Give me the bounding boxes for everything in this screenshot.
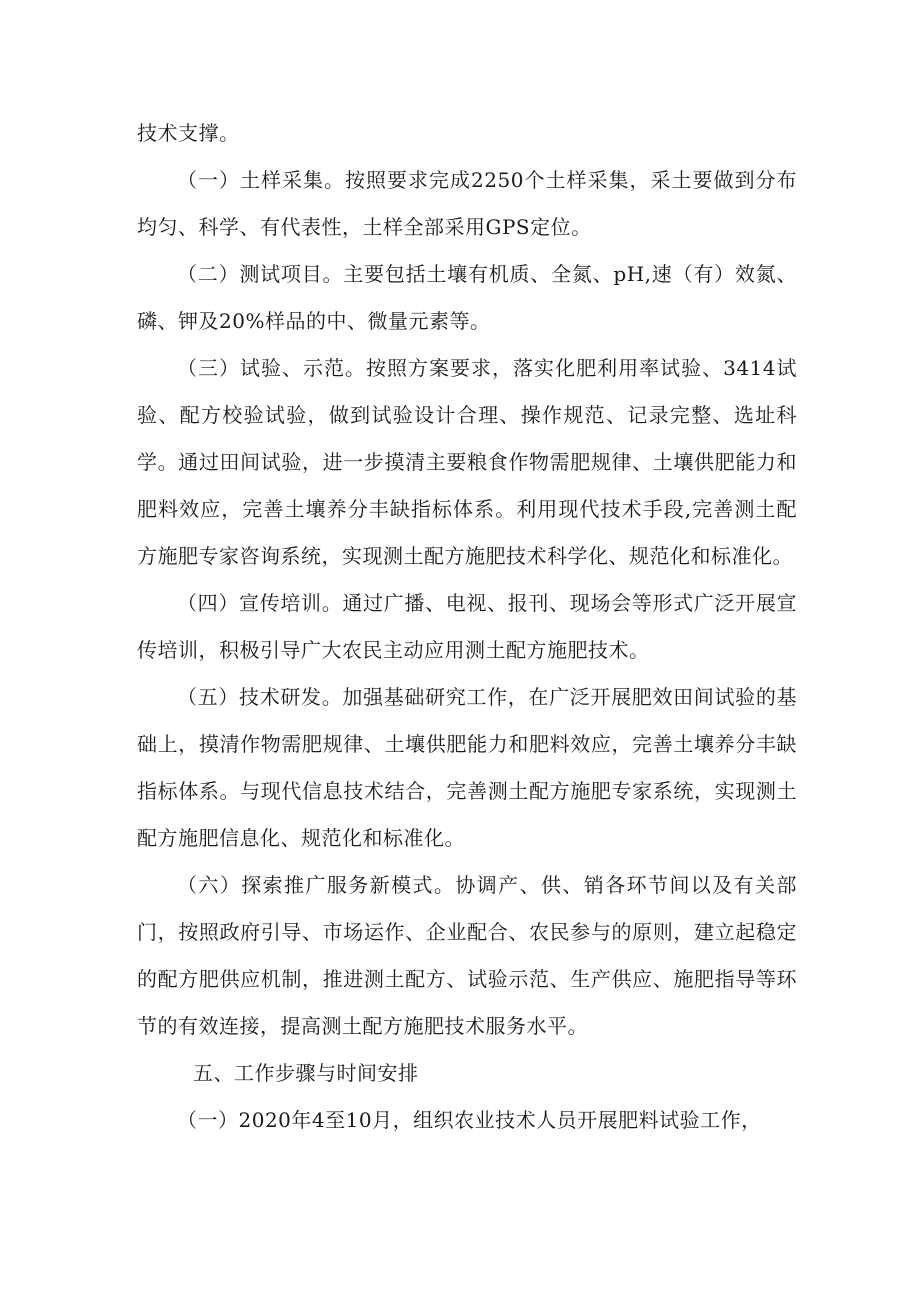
paragraph-tech-research: （五）技术研发。加强基础研究工作，在广泛开展肥效田间试验的基础上，摸清作物需肥规律、土壤供肥能力和肥料效应，完善土壤养分丰缺指标体系。与现代信息技术结合，完善测土配方施肥专家系统，实现测土配方施肥信息化、规范化和标准化。 bbox=[137, 685, 797, 850]
document-body bbox=[137, 110, 797, 1144]
paragraph-continuation: 技术支撑。 bbox=[137, 121, 240, 145]
paragraph-test-items: （二）测试项目。主要包括土壤有机质、全氮、pH,速（有）效氮、磷、钾及20%样品的中、微量元素等。 bbox=[137, 262, 797, 333]
paragraph-publicity-training: （四）宣传培训。通过广播、电视、报刊、现场会等形式广泛开展宣传培训，积极引导广大农民主动应用测土配方施肥技术。 bbox=[137, 591, 797, 662]
paragraph-soil-sampling: （一）土样采集。按照要求完成2250个土样采集，采土要做到分布均匀、科学、有代表性，土样全部采用GPS定位。 bbox=[137, 168, 797, 239]
section-heading-work-steps: 五、工作步骤与时间安排 bbox=[193, 1061, 419, 1085]
paragraph-trials-demos: （三）试验、示范。按照方案要求，落实化肥利用率试验、3414试验、配方校验试验，做到试验设计合理、操作规范、记录完整、选址科学。通过田间试验，进一步摸清主要粮食作物需肥规律、土壤供肥能力和肥料效应，完善土壤养分丰缺指标体系。利用现代技术手段,完善测土配方施肥专家咨询系统，实现测土配方施肥技术科学化、规范化和标准化。 bbox=[137, 356, 797, 568]
paragraph-schedule-step-1: （一）2020年4至10月，组织农业技术人员开展肥料试验工作， bbox=[177, 1108, 762, 1132]
paragraph-service-model: （六）探索推广服务新模式。协调产、供、销各环节间以及有关部门，按照政府引导、市场运作、企业配合、农民参与的原则，建立起稳定的配方肥供应机制，推进测土配方、试验示范、生产供应、施肥指导等环节的有效连接，提高测土配方施肥技术服务水平。 bbox=[137, 873, 797, 1038]
